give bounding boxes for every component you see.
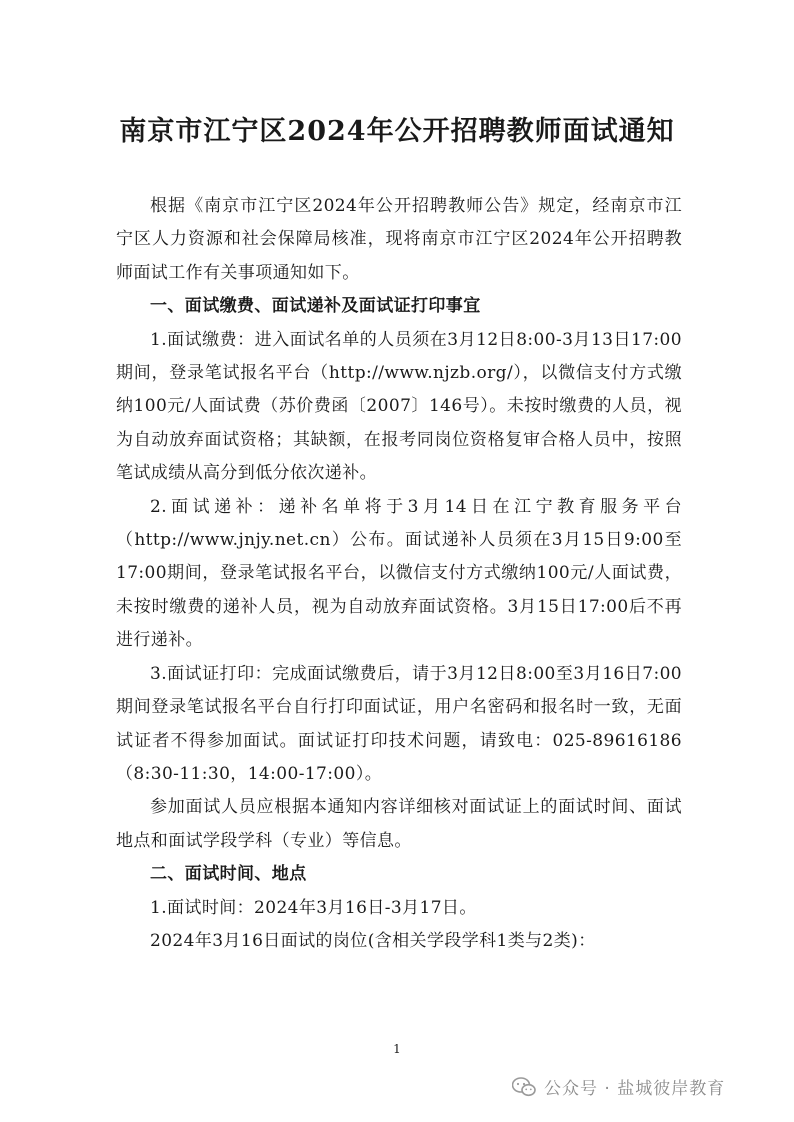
supplement-paragraph: 2.面试递补：递补名单将于3月14日在江宁教育服务平台（http://www.jnjy.net.cn）公布。面试递补人员须在3月15日9:00至17:00期间，登录笔试报名平台，以微信支付方式缴纳100元/人面试费，未按时缴费的递补人员，视为自动放弃面试资格。3月15日17:00后不再进行递补。: [116, 496, 682, 651]
watermark-text: 公众号 · 盐城彼岸教育: [544, 1079, 726, 1099]
section-heading-2: 二、面试时间、地点: [150, 864, 307, 885]
print-paragraph: 3.面试证打印：完成面试缴费后，请于3月12日8:00至3月16日7:00期间登录笔试报名平台自行打印面试证，用户名密码和报名时一致，无面试证者不得参加面试。面试证打印技术问题，请致电：025-89616186（8:30-11:30，14:00-17:00）。: [116, 663, 682, 784]
section-heading-1: 一、面试缴费、面试递补及面试证打印事宜: [150, 296, 481, 317]
date-paragraph: 2024年3月16日面试的岗位(含相关学段学科1类与2类)：: [150, 930, 596, 951]
fee-paragraph: 1.面试缴费：进入面试名单的人员须在3月12日8:00-3月13日17:00期间，登录笔试报名平台（http://www.njzb.org/），以微信支付方式缴纳100元/人面试费（苏价费函〔2007〕146号）。未按时缴费的人员，视为自动放弃面试资格；其缺额，在报考同岗位资格复审合格人员中，按照笔试成绩从高分到低分依次递补。: [116, 329, 682, 484]
verify-paragraph: 参加面试人员应根据本通知内容详细核对面试证上的面试时间、面试地点和面试学段学科（专业）等信息。: [116, 797, 682, 851]
time-paragraph: 1.面试时间：2024年3月16日-3月17日。: [150, 897, 477, 918]
watermark: [512, 1074, 725, 1099]
wechat-icon: [512, 1077, 536, 1097]
intro-paragraph: 根据《南京市江宁区2024年公开招聘教师公告》规定，经南京市江宁区人力资源和社会保障局核准，现将南京市江宁区2024年公开招聘教师面试工作有关事项通知如下。: [116, 196, 682, 283]
document-body: [116, 190, 682, 958]
page-number: 1: [393, 1042, 401, 1056]
page-title: 南京市江宁区2024年公开招聘教师面试通知: [119, 116, 675, 147]
